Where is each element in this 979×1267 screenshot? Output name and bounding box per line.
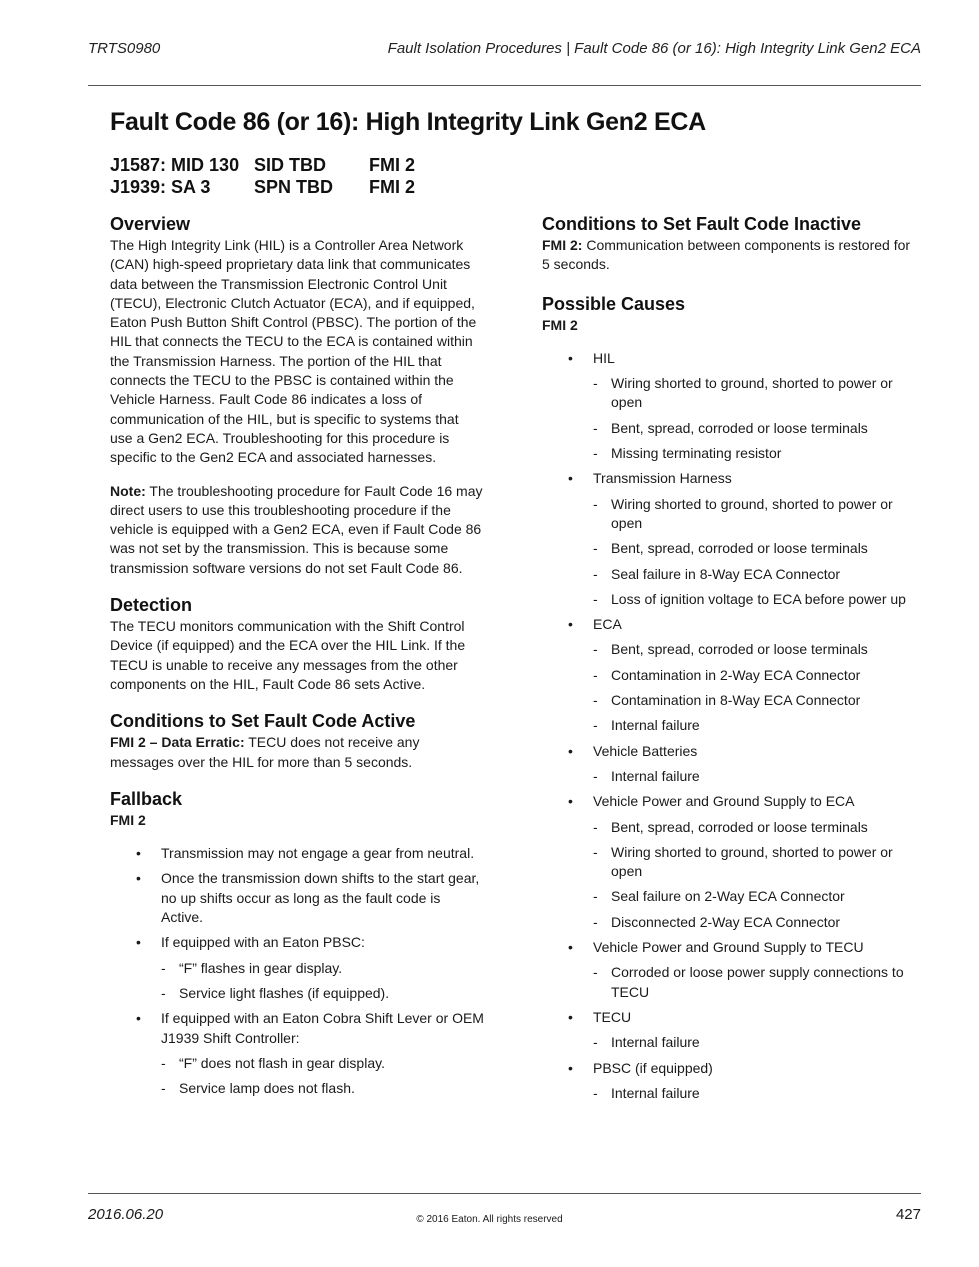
dash-marker: -: [593, 375, 598, 392]
sub-list: [593, 767, 920, 786]
sub-list-item: [161, 959, 484, 978]
code-fmi: FMI 2: [369, 177, 416, 197]
dash-marker: -: [593, 692, 598, 709]
list-item: [110, 844, 484, 863]
dash-marker: -: [593, 888, 598, 905]
sub-list: [593, 1084, 920, 1103]
sub-list: [593, 963, 920, 1002]
bullet-marker: •: [568, 1008, 573, 1025]
code-row-j1939: [110, 176, 415, 198]
list-item-text: ECA: [593, 616, 622, 633]
sub-list-item-text: Seal failure on 2-Way ECA Connector: [611, 888, 845, 905]
page-number: 427: [895, 1206, 921, 1223]
code-protocol: J1587: MID 130: [110, 155, 240, 175]
sub-list-item-text: Service lamp does not flash.: [179, 1080, 355, 1097]
list-item-text: PBSC (if equipped): [593, 1059, 713, 1076]
sub-list-item: [593, 963, 920, 1002]
sub-list-item: [593, 590, 920, 609]
bullet-marker: •: [568, 1059, 573, 1076]
footer-date: 2016.06.20: [88, 1206, 164, 1223]
dash-marker: -: [593, 641, 598, 658]
dash-marker: -: [593, 666, 598, 683]
dash-marker: -: [593, 495, 598, 512]
dash-marker: -: [161, 1054, 166, 1071]
sub-list-item: [593, 1033, 920, 1052]
bullet-marker: •: [136, 870, 141, 887]
dash-marker: -: [593, 540, 598, 557]
list-item-text: Transmission Harness: [593, 470, 732, 487]
list-item-text: Vehicle Power and Ground Supply to TECU: [593, 939, 864, 956]
possible-causes-fmi: FMI 2: [542, 316, 578, 333]
sub-list-item-text: Bent, spread, corroded or loose terminals: [611, 419, 868, 436]
sub-list-item: [161, 984, 484, 1003]
sub-list-item-text: “F” flashes in gear display.: [179, 959, 343, 976]
sub-list-item-text: Bent, spread, corroded or loose terminals: [611, 540, 868, 557]
sub-list-item-text: Corroded or loose power supply connections to TECU: [611, 964, 904, 1000]
dash-marker: -: [593, 565, 598, 582]
bullet-marker: •: [568, 616, 573, 633]
detection-heading: Detection: [110, 595, 193, 616]
sub-list-item-text: Contamination in 8-Way ECA Connector: [611, 692, 861, 709]
list-item: [110, 933, 484, 1003]
fallback-heading: Fallback: [110, 788, 183, 809]
conditions-active-heading: Conditions to Set Fault Code Active: [110, 711, 416, 732]
sub-list-item-text: Internal failure: [611, 767, 700, 784]
sub-list: [593, 640, 920, 735]
overview-section: [110, 212, 484, 578]
list-item-text: If equipped with an Eaton PBSC:: [161, 934, 365, 951]
dash-marker: -: [593, 818, 598, 835]
sub-list-item-text: “F” does not flash in gear display.: [179, 1054, 385, 1071]
page-title: Fault Code 86 (or 16): High Integrity Link Gen2 ECA: [110, 108, 706, 136]
sub-list-item: [593, 818, 920, 837]
fallback-section: [110, 787, 484, 1099]
sub-list: [593, 374, 920, 463]
overview-body: The High Integrity Link (HIL) is a Controller Area Network (CAN) high-speed proprietary data link that communicates data between the Transmission Electronic Control Unit (TECU), Electronic Clutch Actuator (ECA), and if equipped, Eaton Push Button Shift Control (PBSC). The portion of the HIL that connects the TECU to the ECA is contained within the Transmission Harness. The portion of the HIL that connects the TECU to the PBSC is contained within the Vehicle Harness. Fault Code 86 indicates a loss of communication of the HIL, but is specific to systems that use a Gen2 ECA. Troubleshooting for this procedure is specific to the Gen2 ECA and associated harnesses.: [110, 237, 477, 466]
dash-marker: -: [593, 445, 598, 462]
right-column: [542, 212, 920, 1118]
list-item-text: Once the transmission down shifts to the start gear, no up shifts occur as long as the fault code is Active.: [161, 870, 480, 926]
sub-list-item-text: Service light flashes (if equipped).: [179, 984, 390, 1001]
sub-list-item: [593, 666, 920, 685]
conditions-active-text: TECU does not receive any messages over the HIL for more than 5 seconds.: [110, 734, 420, 770]
list-item: [542, 469, 920, 609]
sub-list-item: [593, 1084, 920, 1103]
code-row-j1587: [110, 154, 415, 176]
bullet-marker: •: [568, 470, 573, 487]
sub-list-item-text: Internal failure: [611, 1034, 700, 1051]
sub-list-item: [593, 691, 920, 710]
dash-marker: -: [593, 419, 598, 436]
conditions-inactive-body: [542, 236, 920, 275]
list-item: [542, 349, 920, 463]
sub-list-item: [161, 1079, 484, 1098]
conditions-active-body: [110, 733, 484, 772]
bullet-marker: •: [568, 349, 573, 366]
sub-list-item-text: Wiring shorted to ground, shorted to power or open: [611, 843, 893, 880]
sub-list-item: [593, 539, 920, 558]
sub-list-item-text: Loss of ignition voltage to ECA before power up: [611, 590, 906, 607]
dash-marker: -: [593, 767, 598, 784]
sub-list-item-text: Internal failure: [611, 717, 700, 734]
conditions-inactive-heading: Conditions to Set Fault Code Inactive: [542, 214, 862, 234]
bullet-marker: •: [568, 742, 573, 759]
fault-code-table: [110, 154, 415, 198]
possible-causes-section: [542, 292, 920, 1104]
sub-list: [161, 1054, 484, 1099]
bullet-marker: •: [136, 845, 141, 862]
list-item: [542, 938, 920, 1002]
sub-list-item: [593, 374, 920, 413]
bullet-marker: •: [568, 793, 573, 810]
conditions-active-section: [110, 709, 484, 772]
sub-list-item: [593, 565, 920, 584]
sub-list-item: [593, 495, 920, 534]
footer-copyright: © 2016 Eaton. All rights reserved: [416, 1214, 563, 1225]
dash-marker: -: [593, 590, 598, 607]
sub-list: [593, 495, 920, 609]
dash-marker: -: [161, 984, 166, 1001]
sub-list: [161, 959, 484, 1004]
dash-marker: -: [593, 964, 598, 981]
list-item-text: Vehicle Power and Ground Supply to ECA: [593, 793, 855, 810]
conditions-inactive-label: FMI 2:: [542, 237, 583, 253]
sub-list-item: [593, 887, 920, 906]
sub-list-item: [161, 1054, 484, 1073]
sub-list-item-text: Disconnected 2-Way ECA Connector: [611, 913, 841, 930]
list-item: [542, 742, 920, 787]
left-column: [110, 212, 484, 1113]
conditions-inactive-section: [542, 212, 920, 275]
dash-marker: -: [593, 1034, 598, 1051]
list-item: [542, 1008, 920, 1053]
list-item-text: If equipped with an Eaton Cobra Shift Lever or OEM J1939 Shift Controller:: [161, 1010, 484, 1046]
dash-marker: -: [161, 1080, 166, 1097]
list-item: [110, 869, 484, 927]
dash-marker: -: [593, 913, 598, 930]
sub-list-item-text: Bent, spread, corroded or loose terminals: [611, 818, 868, 835]
list-item-text: HIL: [593, 349, 615, 366]
code-fmi: FMI 2: [369, 155, 416, 175]
list-item-text: Vehicle Batteries: [593, 742, 698, 759]
sub-list-item-text: Internal failure: [611, 1084, 700, 1101]
sub-list-item-text: Contamination in 2-Way ECA Connector: [611, 666, 861, 683]
detection-body: The TECU monitors communication with the Shift Control Device (if equipped) and the ECA over the HIL Link. If the TECU is unable to receive any messages from the other components on the HIL, Fault Code 86 sets Active.: [110, 618, 466, 692]
sub-list-item-text: Bent, spread, corroded or loose terminals: [611, 641, 868, 658]
sub-list-item-text: Wiring shorted to ground, shorted to power or open: [611, 495, 893, 531]
note-label: Note:: [110, 482, 146, 499]
fallback-list: [110, 844, 484, 1098]
bullet-marker: •: [568, 939, 573, 956]
dash-marker: -: [593, 717, 598, 734]
sub-list-item: [593, 843, 920, 882]
dash-marker: -: [161, 959, 166, 976]
conditions-inactive-text: Communication between components is restored for 5 seconds.: [542, 237, 911, 273]
footer-divider: [88, 1193, 921, 1194]
list-item-text: TECU: [593, 1008, 632, 1025]
header-doc-id: TRTS0980: [88, 40, 161, 57]
list-item: [542, 792, 920, 932]
sub-list: [593, 818, 920, 932]
code-id: SPN TBD: [254, 177, 334, 197]
overview-note: [110, 482, 484, 578]
header-section: Fault Isolation Procedures | Fault Code 86 (or 16): High Integrity Link Gen2 ECA: [387, 40, 921, 57]
sub-list-item: [593, 419, 920, 438]
list-item: [542, 1059, 920, 1104]
note-body: The troubleshooting procedure for Fault Code 16 may direct users to use this troubleshooting procedure if the vehicle is equipped with a Gen2 ECA, even if Fault Code 86 was not set by the transmission. This is because some transmission software versions do not set Fault Code 86.: [110, 482, 483, 576]
detection-section: [110, 593, 484, 694]
list-item-text: Transmission may not engage a gear from neutral.: [161, 845, 475, 862]
conditions-active-label: FMI 2 – Data Erratic:: [110, 734, 245, 751]
sub-list-item: [593, 913, 920, 932]
bullet-marker: •: [136, 1010, 141, 1027]
code-protocol: J1939: SA 3: [110, 177, 211, 197]
sub-list-item: [593, 640, 920, 659]
dash-marker: -: [593, 843, 598, 860]
sub-list-item-text: Seal failure in 8-Way ECA Connector: [611, 565, 841, 582]
bullet-marker: •: [136, 934, 141, 951]
fallback-fmi: FMI 2: [110, 811, 146, 828]
overview-heading: Overview: [110, 214, 191, 234]
code-id: SID TBD: [254, 155, 326, 175]
sub-list-item-text: Missing terminating resistor: [611, 445, 782, 462]
list-item: [110, 1009, 484, 1098]
header-divider: [88, 85, 921, 86]
sub-list-item: [593, 716, 920, 735]
sub-list-item: [593, 444, 920, 463]
possible-causes-list: [542, 349, 920, 1103]
dash-marker: -: [593, 1084, 598, 1101]
sub-list-item-text: Wiring shorted to ground, shorted to power or open: [611, 375, 893, 411]
sub-list-item: [593, 767, 920, 786]
list-item: [542, 615, 920, 735]
sub-list: [593, 1033, 920, 1052]
possible-causes-heading: Possible Causes: [542, 293, 686, 314]
